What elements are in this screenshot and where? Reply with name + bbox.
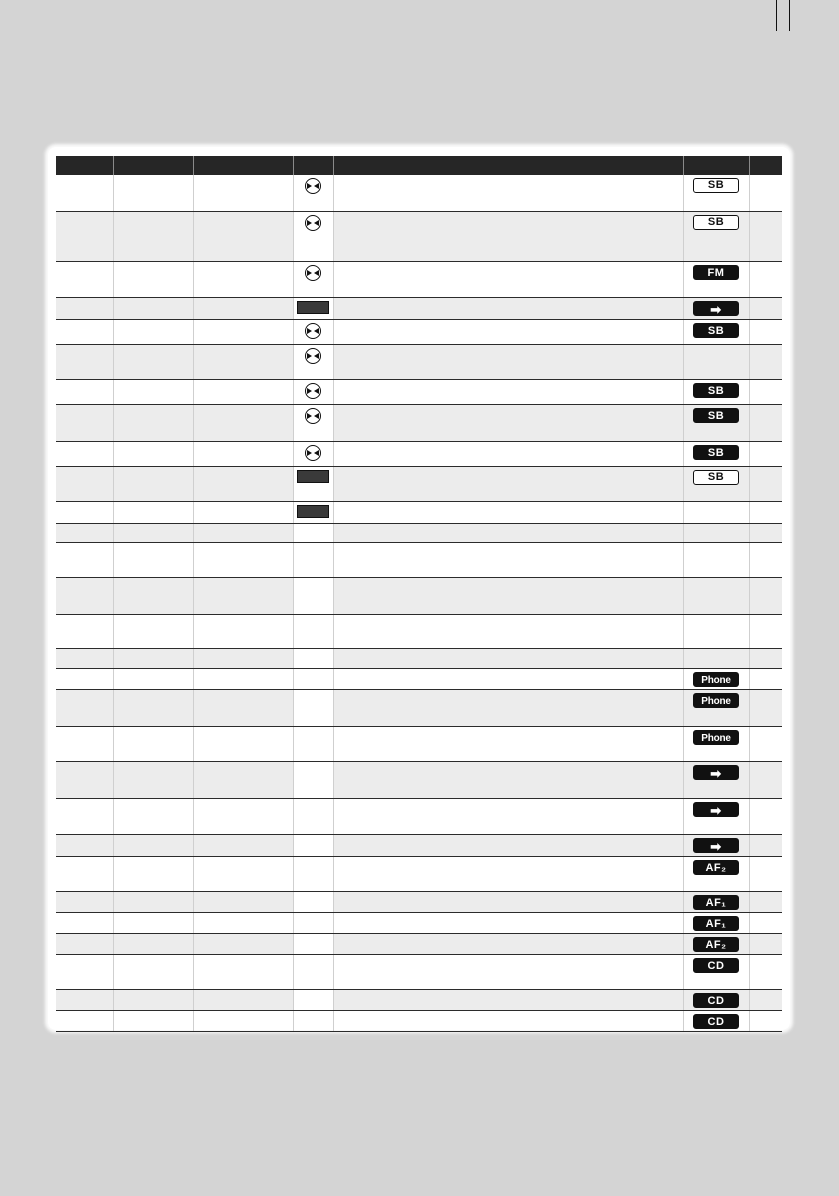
table-cell [56, 954, 113, 989]
table-row [56, 798, 782, 834]
table-cell [683, 542, 749, 577]
table-cell [193, 319, 293, 344]
table-cell [333, 648, 683, 668]
table-cell [749, 912, 782, 933]
table-cell [333, 577, 683, 614]
table-cell [293, 501, 333, 523]
key-button-icon [297, 505, 329, 518]
table-cell [749, 379, 782, 404]
table-cell [113, 933, 193, 954]
table-cell [293, 726, 333, 761]
table-cell [749, 501, 782, 523]
table-cell [113, 912, 193, 933]
table-cell [293, 614, 333, 648]
table-row [56, 261, 782, 297]
table-cell [193, 856, 293, 891]
table-cell [193, 261, 293, 297]
table-row [56, 856, 782, 891]
table-cell [113, 989, 193, 1010]
table-cell [333, 891, 683, 912]
table-row [56, 912, 782, 933]
table-cell [56, 933, 113, 954]
table-cell [293, 912, 333, 933]
table-cell [293, 404, 333, 441]
table-cell [193, 1010, 293, 1031]
mode-badge-icon: Phone [693, 693, 739, 708]
table-cell [193, 798, 293, 834]
table-cell [56, 344, 113, 379]
table-cell [749, 261, 782, 297]
dial-icon [305, 408, 321, 424]
table-cell [683, 175, 749, 211]
table-cell [56, 577, 113, 614]
table-cell [749, 175, 782, 211]
table-cell [193, 891, 293, 912]
table-cell [333, 379, 683, 404]
table-cell [683, 1010, 749, 1031]
dial-icon [305, 178, 321, 194]
table-cell [683, 689, 749, 726]
table-cell [193, 726, 293, 761]
table-cell [56, 379, 113, 404]
table-cell [56, 297, 113, 319]
table-cell [293, 834, 333, 856]
table-row [56, 523, 782, 542]
table-cell [333, 614, 683, 648]
mode-badge-icon: ➡ [693, 301, 739, 316]
mode-badge-icon: SB [693, 215, 739, 230]
table-cell [683, 404, 749, 441]
table-cell [56, 261, 113, 297]
table-cell [193, 989, 293, 1010]
table-row [56, 761, 782, 798]
table-cell [683, 319, 749, 344]
table-cell [293, 648, 333, 668]
table-cell [113, 211, 193, 261]
table-cell [56, 989, 113, 1010]
table-cell [56, 891, 113, 912]
table-cell [683, 379, 749, 404]
mode-badge-icon: ➡ [693, 765, 739, 780]
column-header-2 [113, 156, 193, 175]
table-cell [193, 523, 293, 542]
table-cell [333, 933, 683, 954]
table-cell [683, 501, 749, 523]
table-cell [333, 726, 683, 761]
table-cell [193, 668, 293, 689]
table-cell [293, 933, 333, 954]
table-row [56, 501, 782, 523]
table-row [56, 1010, 782, 1031]
column-header-5 [333, 156, 683, 175]
table-row [56, 891, 782, 912]
table-cell [749, 798, 782, 834]
table-cell [683, 761, 749, 798]
column-header-3 [193, 156, 293, 175]
table-cell [56, 542, 113, 577]
table-cell [749, 933, 782, 954]
table-cell [749, 441, 782, 466]
table-cell [683, 912, 749, 933]
table-cell [749, 891, 782, 912]
table-row [56, 404, 782, 441]
table-cell [193, 466, 293, 501]
key-button-icon [297, 470, 329, 483]
table-cell [293, 989, 333, 1010]
table-cell [683, 933, 749, 954]
column-header-6 [683, 156, 749, 175]
table-cell [56, 614, 113, 648]
table-cell [293, 466, 333, 501]
table-row [56, 175, 782, 211]
table-cell [333, 441, 683, 466]
table-cell [293, 319, 333, 344]
table-cell [333, 319, 683, 344]
table-cell [683, 466, 749, 501]
table-cell [749, 761, 782, 798]
table-cell [113, 542, 193, 577]
table-cell [683, 261, 749, 297]
table-cell [56, 1010, 113, 1031]
table-row [56, 689, 782, 726]
table-cell [749, 989, 782, 1010]
table-cell [683, 523, 749, 542]
table-cell [193, 175, 293, 211]
mode-badge-icon: SB [693, 408, 739, 423]
table-row [56, 441, 782, 466]
table-cell [293, 379, 333, 404]
table-cell [333, 542, 683, 577]
table-cell [749, 954, 782, 989]
table-row [56, 542, 782, 577]
table-cell [56, 501, 113, 523]
table-cell [56, 319, 113, 344]
table-cell [193, 912, 293, 933]
column-header-7 [749, 156, 782, 175]
table-cell [56, 798, 113, 834]
table-cell [113, 891, 193, 912]
table-cell [749, 297, 782, 319]
table-cell [193, 577, 293, 614]
table-cell [293, 542, 333, 577]
table-cell [193, 542, 293, 577]
table-row [56, 211, 782, 261]
mode-badge-icon: Phone [693, 672, 739, 687]
table-cell [333, 501, 683, 523]
table-row [56, 577, 782, 614]
table-cell [293, 441, 333, 466]
table-row [56, 466, 782, 501]
table-cell [113, 344, 193, 379]
mode-badge-icon: SB [693, 178, 739, 193]
table-cell [683, 211, 749, 261]
table-cell [113, 261, 193, 297]
table-body [56, 175, 782, 1031]
table-cell [333, 834, 683, 856]
table-row [56, 954, 782, 989]
table-cell [113, 523, 193, 542]
table-cell [683, 954, 749, 989]
table-cell [333, 404, 683, 441]
mode-badge-icon: CD [693, 1014, 739, 1029]
table-cell [113, 668, 193, 689]
table-cell [56, 211, 113, 261]
table-cell [293, 689, 333, 726]
table-cell [333, 954, 683, 989]
table-cell [749, 466, 782, 501]
table-cell [333, 798, 683, 834]
table-cell [56, 856, 113, 891]
table-cell [749, 648, 782, 668]
table-cell [293, 344, 333, 379]
table-cell [333, 1010, 683, 1031]
table-cell [56, 668, 113, 689]
table-cell [113, 648, 193, 668]
dial-icon [305, 383, 321, 399]
table-cell [749, 404, 782, 441]
dial-icon [305, 215, 321, 231]
table-cell [293, 891, 333, 912]
table-cell [293, 211, 333, 261]
table-cell [749, 856, 782, 891]
table-cell [293, 175, 333, 211]
table-cell [293, 668, 333, 689]
table-cell [193, 344, 293, 379]
table-cell [193, 834, 293, 856]
table-cell [749, 344, 782, 379]
table-cell [56, 834, 113, 856]
table-cell [683, 834, 749, 856]
table-cell [113, 689, 193, 726]
function-table [56, 156, 782, 1032]
table-cell [333, 211, 683, 261]
table-cell [333, 466, 683, 501]
table-cell [333, 856, 683, 891]
table-cell [113, 614, 193, 648]
table-row [56, 834, 782, 856]
table-cell [749, 834, 782, 856]
mode-badge-icon: AF₁ [693, 916, 739, 931]
table-cell [113, 441, 193, 466]
table-cell [56, 912, 113, 933]
mode-badge-icon: AF₁ [693, 895, 739, 910]
key-button-icon [297, 301, 329, 314]
table-cell [749, 211, 782, 261]
mode-badge-icon: SB [693, 383, 739, 398]
table-cell [113, 834, 193, 856]
table-cell [293, 297, 333, 319]
crop-mark-left [776, 0, 777, 31]
mode-badge-icon: SB [693, 323, 739, 338]
table-row [56, 319, 782, 344]
table-cell [683, 297, 749, 319]
table-cell [113, 319, 193, 344]
table-cell [293, 261, 333, 297]
table-cell [749, 523, 782, 542]
table-cell [193, 211, 293, 261]
table-cell [56, 689, 113, 726]
table-cell [193, 689, 293, 726]
table-cell [56, 404, 113, 441]
table-row [56, 668, 782, 689]
table-row [56, 379, 782, 404]
dial-icon [305, 445, 321, 461]
table-cell [333, 175, 683, 211]
table-cell [113, 726, 193, 761]
table-cell [113, 577, 193, 614]
table-cell [683, 441, 749, 466]
mode-badge-icon: AF₂ [693, 860, 739, 875]
dial-icon [305, 323, 321, 339]
dial-icon [305, 348, 321, 364]
table-cell [293, 523, 333, 542]
table-cell [293, 954, 333, 989]
table-cell [56, 648, 113, 668]
table-cell [193, 614, 293, 648]
table-cell [683, 856, 749, 891]
table-cell [193, 761, 293, 798]
table-row [56, 726, 782, 761]
table-cell [333, 761, 683, 798]
table-cell [113, 175, 193, 211]
table-cell [683, 614, 749, 648]
table-row [56, 344, 782, 379]
table-cell [56, 441, 113, 466]
table-cell [683, 668, 749, 689]
table-cell [293, 798, 333, 834]
mode-badge-icon: FM [693, 265, 739, 280]
crop-mark-right [789, 0, 790, 31]
table-cell [113, 379, 193, 404]
table-cell [193, 441, 293, 466]
dial-icon [305, 265, 321, 281]
mode-badge-icon: AF₂ [693, 937, 739, 952]
table-cell [749, 726, 782, 761]
table-cell [749, 668, 782, 689]
table-cell [56, 466, 113, 501]
table-cell [683, 798, 749, 834]
table-cell [113, 404, 193, 441]
table-cell [113, 1010, 193, 1031]
mode-badge-icon: CD [693, 993, 739, 1008]
table-cell [683, 989, 749, 1010]
table-cell [193, 954, 293, 989]
table-row [56, 933, 782, 954]
table-cell [113, 954, 193, 989]
table-row [56, 989, 782, 1010]
column-header-1 [56, 156, 113, 175]
table-cell [113, 856, 193, 891]
table-cell [113, 798, 193, 834]
table-cell [749, 319, 782, 344]
table-cell [333, 344, 683, 379]
table-cell [683, 648, 749, 668]
table-cell [749, 577, 782, 614]
table-cell [193, 933, 293, 954]
mode-badge-icon: SB [693, 445, 739, 460]
table-cell [333, 689, 683, 726]
table-cell [333, 297, 683, 319]
table-header-row [56, 156, 782, 175]
mode-badge-icon: ➡ [693, 838, 739, 853]
table-cell [749, 614, 782, 648]
table-cell [193, 404, 293, 441]
table-cell [193, 379, 293, 404]
table-cell [293, 577, 333, 614]
mode-badge-icon: CD [693, 958, 739, 973]
table-cell [193, 648, 293, 668]
table-row [56, 648, 782, 668]
table-cell [56, 726, 113, 761]
table-cell [293, 1010, 333, 1031]
table-cell [113, 501, 193, 523]
table-cell [683, 577, 749, 614]
column-header-4 [293, 156, 333, 175]
table-cell [333, 523, 683, 542]
table-cell [749, 542, 782, 577]
table-cell [683, 726, 749, 761]
table-cell [293, 856, 333, 891]
table-row [56, 297, 782, 319]
table-row [56, 614, 782, 648]
table-cell [56, 175, 113, 211]
mode-badge-icon: SB [693, 470, 739, 485]
table-cell [193, 501, 293, 523]
table-cell [113, 297, 193, 319]
mode-badge-icon: Phone [693, 730, 739, 745]
table-cell [333, 668, 683, 689]
mode-badge-icon: ➡ [693, 802, 739, 817]
table-cell [333, 261, 683, 297]
table-cell [113, 466, 193, 501]
table-cell [293, 761, 333, 798]
table-cell [56, 761, 113, 798]
table-cell [113, 761, 193, 798]
table-cell [749, 1010, 782, 1031]
table-cell [683, 891, 749, 912]
table-cell [193, 297, 293, 319]
table-cell [333, 912, 683, 933]
table-cell [683, 344, 749, 379]
table-cell [749, 689, 782, 726]
table-cell [56, 523, 113, 542]
table-cell [333, 989, 683, 1010]
